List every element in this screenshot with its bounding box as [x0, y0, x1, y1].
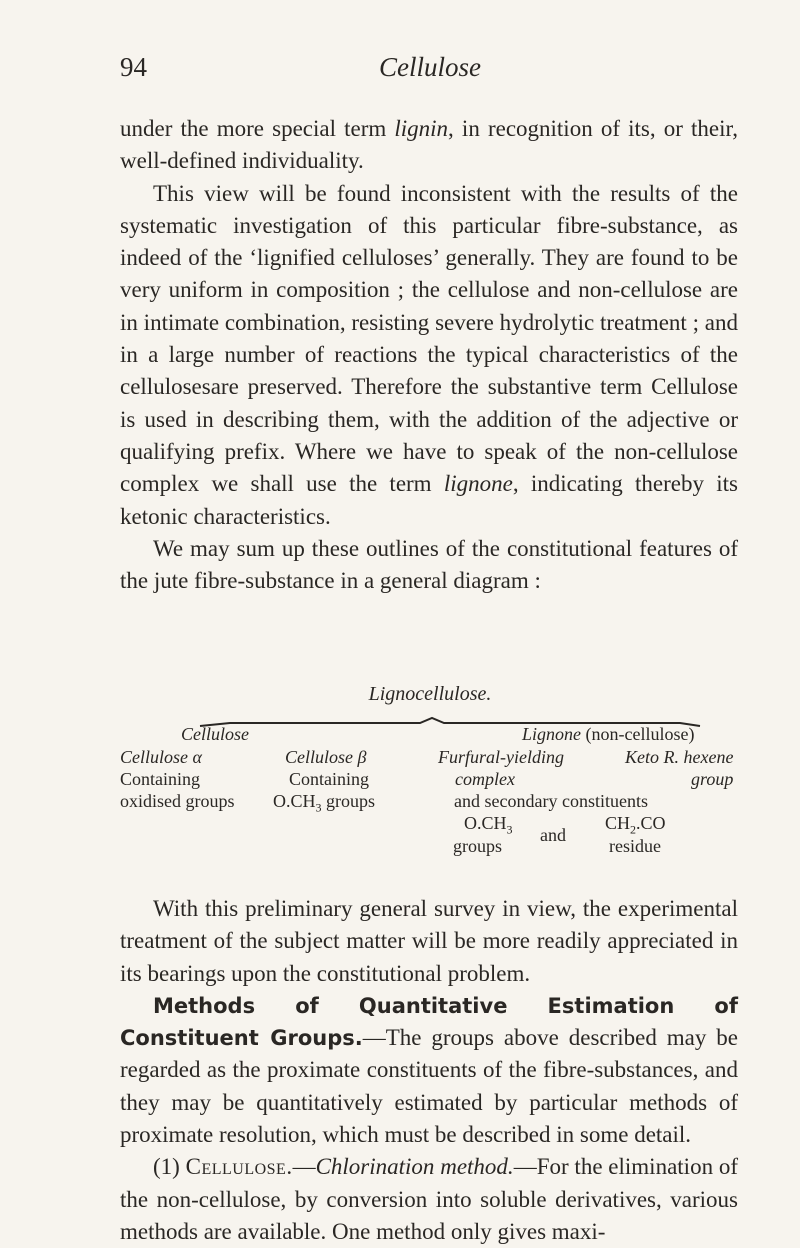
diagram-and: and [540, 825, 566, 845]
keto-line2: group [691, 769, 734, 789]
para2-text-b: , indicating thereby its ketonic characteristics. [120, 471, 738, 529]
furfural-line2: complex [455, 769, 515, 789]
cellulose-alpha-line1: Containing [120, 769, 200, 789]
page-header [120, 52, 740, 92]
paragraph-cellulose-chlorination [120, 1151, 738, 1248]
cellulose-beta-name: Cellulose β [285, 747, 367, 767]
paragraph-survey: With this preliminary general survey in view, the experimental treatment of the subject matter will be more readily appreciated in its bearings upon the constitutional problem. [120, 896, 738, 986]
section-heading-methods: Methods of Quantitative Estimation of Constituent Groups. [120, 993, 738, 1051]
diagram-title: Lignocellulose. [368, 683, 492, 705]
paragraph-lignified-celluloses [120, 178, 738, 533]
method-name: Chlorination method. [315, 1154, 514, 1180]
cellulose-alpha-line2: oxidised groups [120, 791, 235, 811]
ch2co-line2: residue [609, 836, 661, 856]
text-block-lower [120, 893, 738, 1248]
cellulose-label: Cellulose [181, 724, 249, 744]
term-lignin: lignin [394, 116, 449, 141]
paragraph-continued [120, 113, 738, 178]
furfural-line1: Furfural-yielding [438, 747, 564, 767]
running-title: Cellulose [379, 52, 481, 82]
dash: — [292, 1154, 316, 1180]
lignone-label: Lignone (non-cellulose) [522, 724, 695, 744]
lignocellulose-diagram [120, 684, 750, 924]
ch2co-line1: $CH_2.CO$ [605, 813, 666, 837]
och3-line1: $O.CH_3$ [464, 813, 513, 837]
para1-text-b: , in recognition of its, or their, well-defined individuality. [120, 116, 738, 174]
och3-line2: groups [453, 836, 502, 856]
term-lignone: lignone [443, 471, 513, 497]
item-number: (1) [153, 1154, 186, 1180]
page-number: 94 [120, 52, 147, 82]
cellulose-beta-line1: Containing [289, 769, 369, 789]
text-block-upper [120, 113, 738, 597]
keto-line1: Keto R. hexene [625, 747, 734, 767]
paragraph-sum-up: We may sum up these outlines of the constitutional features of the jute fibre-substance in a general diagram : [120, 535, 738, 594]
furfural-line3: and secondary constituents [454, 791, 648, 811]
methods-text: —The groups above described may be regarded as the proximate constituents of the fibre-substances, and they may be quantitatively estimated by particular methods of proximate resolution, which must be described in some detail. [120, 1025, 738, 1148]
cellulose-alpha-name: Cellulose α [120, 747, 202, 767]
para1-text-a: under the more special term [120, 116, 395, 141]
chlorination-text: —For the elimination of the non-cellulose, by conversion into soluble derivatives, various methods are available. One method only gives maxi- [120, 1154, 739, 1244]
para2-text-a: This view will be found inconsistent with the results of the systematic investigation of this particular fibre-substance, as indeed of the ‘lignified celluloses’ generally. They are found to be very uniform in composition ; the cellulose and non-cellulose are in intimate combination, resisting severe hydrolytic treatment ; and in a large number of reactions the typical characteristics of the cellulosesare preserved. Therefore the substantive term Cellulose is used in describing them, with the addition of the adjective or qualifying prefix. Where we have to speak of the non-cellulose complex we shall use the term [120, 180, 738, 497]
paragraph-methods [120, 990, 738, 1151]
cellulose-beta-line2: $O.CH_3$ groups [273, 791, 376, 815]
subheading-cellulose: Cellulose. [185, 1154, 293, 1180]
